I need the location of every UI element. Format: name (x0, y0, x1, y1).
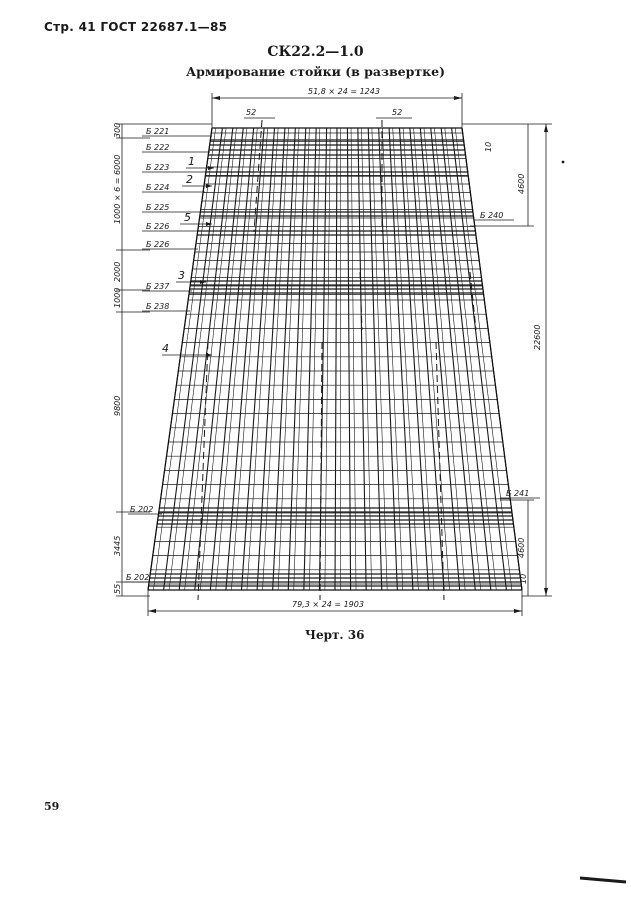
mark-b226-lower: Б 226 (146, 240, 170, 249)
dim-edge-top: 10 (484, 141, 493, 152)
figure-caption: Черт. 36 (305, 628, 365, 642)
position-mark-3: 3 (178, 269, 185, 282)
longitudinal-bar (257, 128, 285, 590)
longitudinal-bar (347, 128, 350, 590)
page-header: Стр. 41 ГОСТ 22687.1—85 (44, 20, 228, 34)
longitudinal-bar (179, 128, 233, 590)
arrow-top-right (454, 96, 462, 100)
mark-b202-lower: Б 202 (126, 573, 150, 582)
dim-edge-bottom: 10 (519, 573, 528, 584)
drawing-subtitle: Армирование стойки (в развертке) (185, 64, 446, 79)
longitudinal-bar (273, 128, 296, 590)
position-mark-5: 5 (184, 211, 191, 224)
page-number: 59 (44, 800, 60, 813)
arrow-right-bottom (544, 588, 548, 596)
mark-b237: Б 237 (146, 282, 170, 291)
longitudinal-bar (351, 128, 356, 590)
dim-left-3445: 3445 (113, 535, 122, 556)
dim-bottom-width: 79,3 × 24 = 1903 (292, 600, 364, 609)
mark-b241: Б 241 (506, 489, 530, 498)
position-mark-1: 1 (188, 155, 195, 168)
longitudinal-bar (431, 128, 476, 590)
longitudinal-bar (452, 128, 507, 590)
mark-b238: Б 238 (146, 302, 170, 311)
dim-total-height: 22600 (533, 324, 542, 350)
dim-left-2000: 2000 (113, 261, 122, 282)
dim-spacing-left: 52 (246, 108, 257, 117)
longitudinal-bar (169, 128, 226, 590)
dim-left-9800: 9800 (113, 395, 122, 416)
dim-bottom-segment: 4600 (517, 537, 526, 558)
longitudinal-bar (403, 128, 434, 590)
position-mark-2: 2 (186, 173, 193, 186)
dim-left-1000: 1000 (113, 287, 122, 308)
dim-top-width: 51,8 × 24 = 1243 (308, 87, 380, 96)
arrow-right-top (544, 124, 548, 132)
longitudinal-bar (335, 128, 337, 590)
longitudinal-bar (164, 128, 223, 590)
longitudinal-bar (379, 128, 398, 590)
mark-leaders (124, 136, 540, 582)
longitudinal-bar (288, 128, 306, 590)
longitudinal-bar (424, 128, 465, 590)
mark-b225: Б 225 (146, 203, 170, 212)
position-mark-4: 4 (162, 342, 169, 355)
dim-left-6000: 1000 × 6 = 6000 (113, 154, 122, 224)
longitudinal-bar (400, 128, 429, 590)
scan-dot (562, 161, 565, 164)
arrow-bottom-right (514, 609, 522, 613)
dim-left-55: 55 (113, 583, 122, 594)
arrow-top-left (212, 96, 220, 100)
mark-b226-upper: Б 226 (146, 222, 170, 231)
mark-b223: Б 223 (146, 163, 170, 172)
mark-b222: Б 222 (146, 143, 170, 152)
mark-b221: Б 221 (146, 127, 170, 136)
scan-edge-mark (580, 878, 626, 882)
longitudinal-bar (414, 128, 450, 590)
dim-spacing-right: 52 (392, 108, 403, 117)
dim-top-segment: 4600 (517, 173, 526, 194)
mark-b224: Б 224 (146, 183, 170, 192)
mark-b202-upper: Б 202 (130, 505, 154, 514)
arrow-bottom-left (148, 609, 156, 613)
mark-b240: Б 240 (480, 211, 504, 220)
longitudinal-bar (358, 128, 366, 590)
drawing-title: СК22.2—1.0 (267, 44, 364, 60)
longitudinal-bar (185, 128, 237, 590)
dim-left-300: 300 (113, 122, 122, 138)
longitudinal-bar (420, 128, 459, 590)
longitudinal-bar (410, 128, 444, 590)
